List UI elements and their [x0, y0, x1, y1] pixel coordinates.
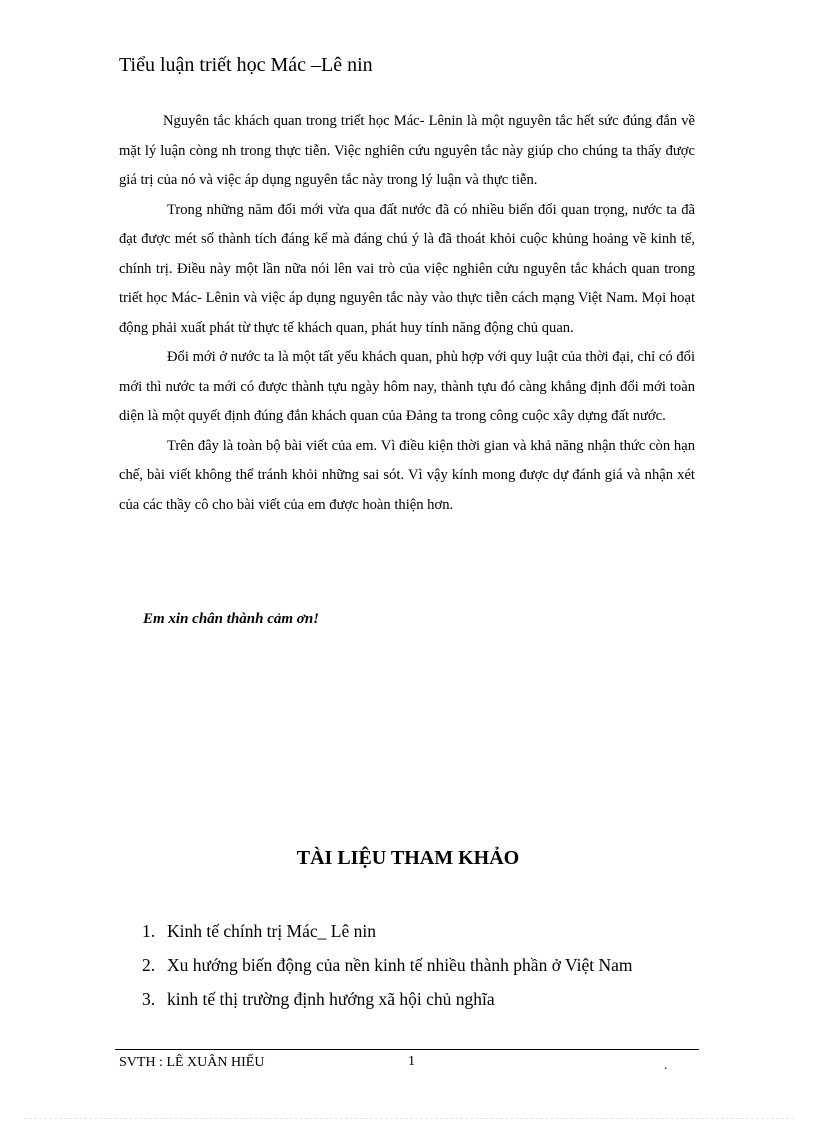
reference-number: 1. [142, 921, 156, 941]
paragraph: Đổi mới ở nước ta là một tất yếu khách quan, phù hợp với quy luật của thời đại, chỉ có đổi mới thì nước ta mới có được thành tựu ngày hôm nay, thành tựu đó càng khẳng định đổi mới toàn diện là một quyết định đúng đắn khách quan của Đảng ta trong công cuộc xây dựng đất nước. [119, 349, 695, 424]
closing-thanks: Em xin chân thành cảm ơn! [143, 611, 320, 627]
page-boundary-line [24, 1118, 794, 1119]
reference-text: kinh tế thị trường định hướng xã hội chủ nghĩa [167, 989, 495, 1009]
reference-number: 2. [142, 955, 156, 975]
page-number: 1 [408, 1054, 415, 1069]
reference-number: 3. [142, 989, 156, 1009]
reference-item [142, 914, 633, 948]
document-header-title: Tiểu luận triết học Mác –Lê nin [119, 54, 373, 76]
references-heading: TÀI LIỆU THAM KHẢO [296, 847, 520, 869]
reference-item [142, 948, 633, 982]
reference-item [142, 982, 633, 1016]
reference-text: Xu hướng biến động của nền kinh tế nhiều thành phần ở Việt Nam [167, 955, 633, 975]
footer-divider [115, 1049, 699, 1050]
references-list [142, 914, 633, 1016]
reference-text: Kinh tế chính trị Mác_ Lê nin [167, 921, 376, 941]
paragraph: Nguyên tắc khách quan trong triết học Mác- Lênin là một nguyên tắc hết sức đúng đắn về mặt lý luận còng nh trong thực tiễn. Việc nghiên cứu nguyên tắc này giúp cho chúng ta thấy được giá trị của nó và việc áp dụng nguyên tắc này trong lý luận và thực tiễn. [119, 113, 695, 188]
paragraph: Trên đây là toàn bộ bài viết của em. Vì điều kiện thời gian và khả năng nhận thức còn hạn chế, bài viết không thể tránh khỏi những sai sót. Vì vậy kính mong được dự đánh giá và nhận xét của các thầy cô cho bài viết của em được hoàn thiện hơn. [119, 437, 695, 513]
paragraph: Trong những năm đổi mới vừa qua đất nước đã có nhiều biến đổi quan trọng, nước ta đã đạt được mét số thành tích đáng kể mà đáng chú ý là đã thoát khỏi cuộc khủng hoảng về kinh tế, chính trị. Điều này một lần nữa nói lên vai trò của việc nghiên cứu nguyên tắc khách quan trong triết học Mác- Lênin và việc áp dụng nguyên tắc này vào thực tiễn cách mạng Việt Nam. Mọi hoạt động phải xuất phát từ thực tế khách quan, phát huy tính năng động chủ quan. [119, 201, 695, 336]
body-text [119, 107, 695, 520]
footer-mark: . [664, 1057, 668, 1072]
footer-student-name: SVTH : LÊ XUÂN HIẾU [119, 1055, 265, 1070]
